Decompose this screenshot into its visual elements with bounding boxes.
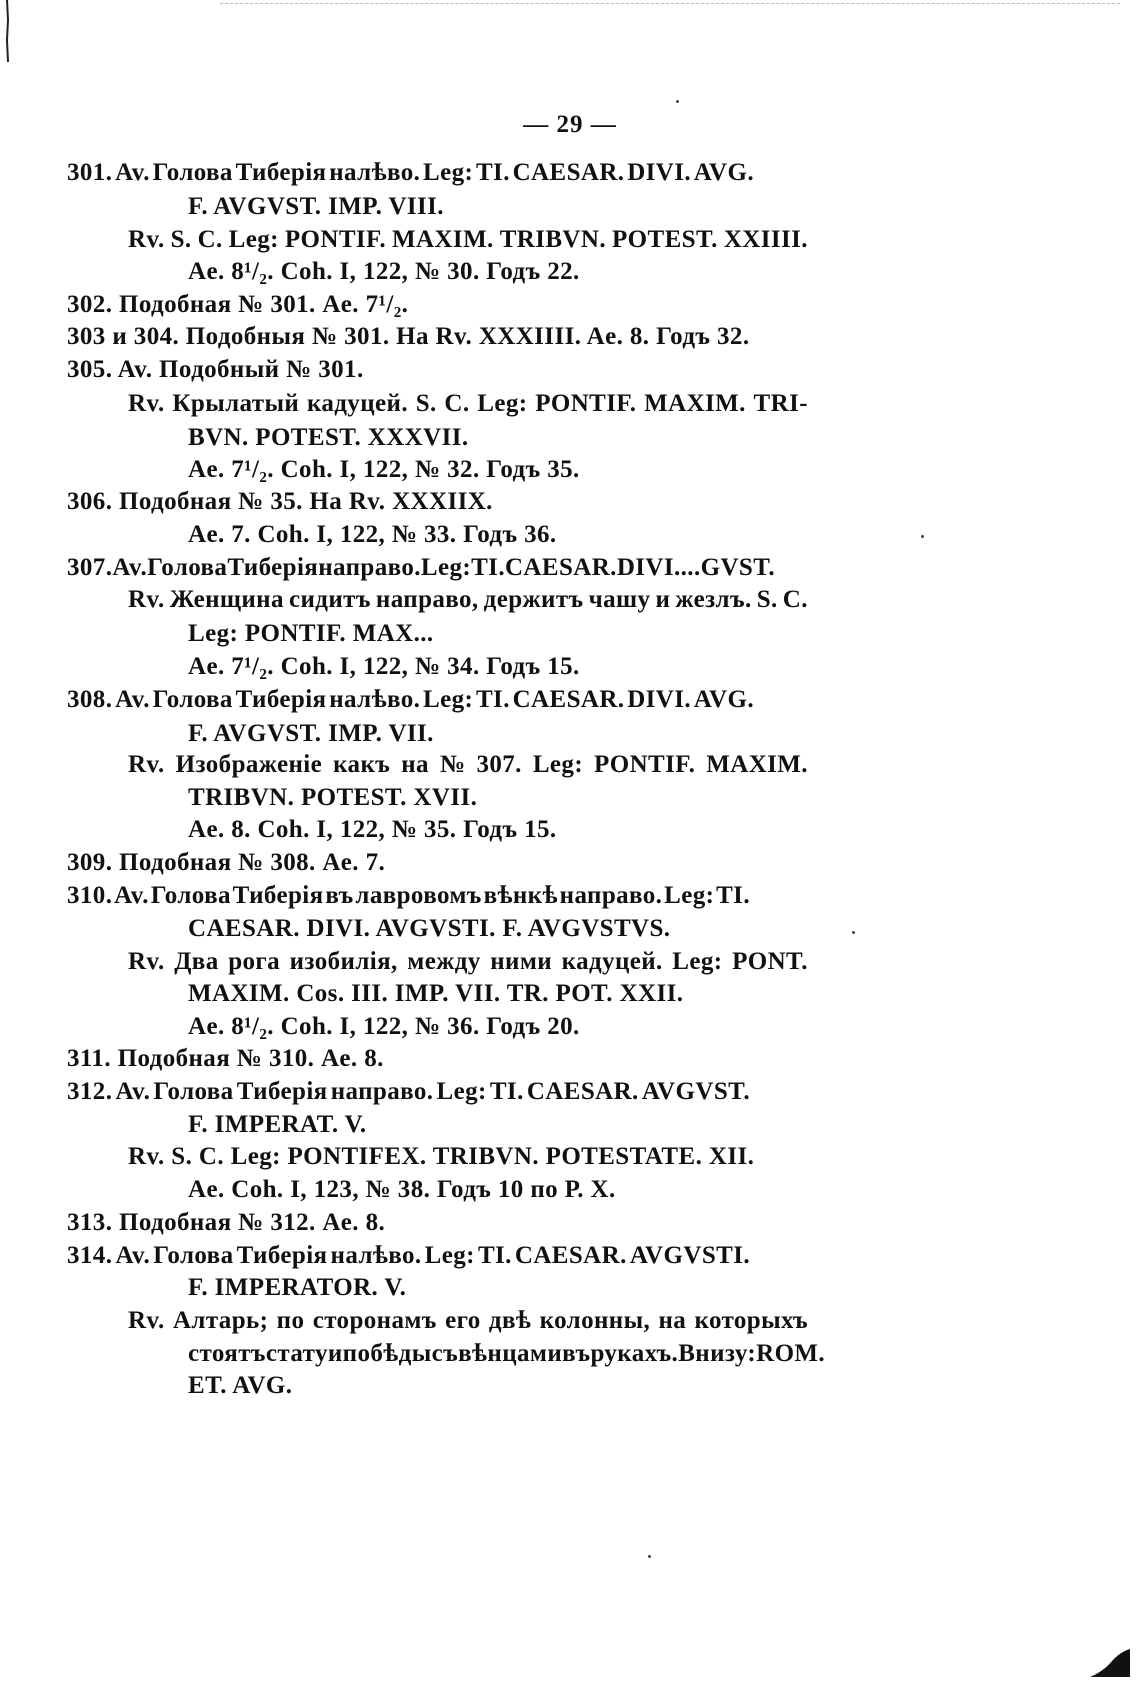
word: жезлъ. bbox=[675, 586, 752, 613]
text-line bbox=[67, 685, 754, 715]
word: Av. bbox=[114, 882, 149, 909]
text-line: Leg: PONTIF. MAX... bbox=[188, 620, 434, 647]
word: AVG. bbox=[693, 686, 754, 713]
text-line: F. IMPERAT. V. bbox=[188, 1111, 367, 1138]
word: 310. bbox=[67, 882, 113, 909]
word: TI. bbox=[477, 1242, 512, 1269]
word: C. bbox=[197, 226, 223, 253]
text-line: 309. Подобная № 308. Ae. 7. bbox=[67, 849, 386, 876]
word: Av. bbox=[115, 1078, 151, 1105]
word: CAESAR. bbox=[512, 159, 625, 186]
text-line: MAXIM. Cos. III. IMP. VII. TR. POT. XXII. bbox=[188, 980, 684, 1007]
word: Rv. bbox=[128, 948, 165, 975]
word: Алтарь; bbox=[172, 1307, 269, 1334]
word: S. bbox=[415, 390, 437, 417]
word: Av. bbox=[115, 686, 150, 713]
word: налѣво. bbox=[330, 1242, 422, 1269]
word: побѣды bbox=[342, 1340, 432, 1367]
word: Leg: bbox=[424, 1242, 475, 1269]
word: кадуцей. bbox=[561, 948, 663, 975]
word: Крылатый bbox=[172, 390, 300, 417]
word: Женщина bbox=[169, 586, 284, 613]
scan-corner-mark bbox=[1090, 1649, 1130, 1677]
word: CAESAR. bbox=[504, 554, 617, 581]
word: TI. bbox=[475, 686, 510, 713]
word: Rv. bbox=[128, 586, 165, 613]
word: вѣнцами bbox=[458, 1340, 563, 1367]
word: Leg: bbox=[423, 159, 474, 186]
word: двѣ bbox=[488, 1307, 532, 1334]
word: Тиберія bbox=[232, 882, 324, 909]
word: на bbox=[401, 751, 429, 778]
word: 307. bbox=[67, 554, 113, 581]
word: DIVI. bbox=[627, 159, 692, 186]
word: лавровомъ bbox=[355, 882, 482, 909]
word: Тиберія bbox=[235, 159, 327, 186]
word: направо. bbox=[330, 1078, 434, 1105]
word: MAXIM. bbox=[392, 226, 494, 253]
word: DIVI....GVST. bbox=[616, 554, 776, 581]
word: S. bbox=[756, 586, 778, 613]
word: TRIBVN. bbox=[499, 226, 606, 253]
text-line: Ae. 8. Coh. I, 122, № 35. Годъ 15. bbox=[188, 816, 557, 843]
text-line: Ae. Coh. I, 123, № 38. Годъ 10 по Р. Х. bbox=[188, 1176, 616, 1203]
word: TRI- bbox=[753, 390, 808, 417]
word: Тиберія bbox=[227, 554, 319, 581]
word: Rv. bbox=[128, 751, 165, 778]
word: Изображеніе bbox=[175, 751, 323, 778]
word: держитъ bbox=[483, 586, 584, 613]
word: Голова bbox=[153, 1078, 234, 1105]
word: TI. bbox=[471, 554, 505, 581]
word: направо, bbox=[375, 586, 479, 613]
word: Leg: bbox=[672, 948, 723, 975]
word: Av. bbox=[112, 554, 148, 581]
word: Av. bbox=[115, 159, 150, 186]
word: ROM. bbox=[756, 1340, 826, 1367]
word: налѣво. bbox=[329, 686, 421, 713]
text-line: 306. Подобная № 35. На Rv. XXXIIX. bbox=[67, 488, 493, 515]
text-line: Ae. 7¹/₂. Coh. I, 122, № 34. Годъ 15. bbox=[188, 653, 580, 680]
text-line: 303 и 304. Подобныя № 301. На Rv. XXXIIII. Ae. 8. Годъ 32. bbox=[67, 323, 750, 350]
word: направо. bbox=[559, 882, 663, 909]
word: Leg: bbox=[436, 1078, 487, 1105]
word: налѣво. bbox=[329, 159, 421, 186]
word: по bbox=[276, 1307, 305, 1334]
word: MAXIM. bbox=[706, 751, 808, 778]
text-line bbox=[188, 1339, 826, 1369]
word: Rv. bbox=[128, 390, 165, 417]
text-line bbox=[67, 158, 754, 188]
word: стоятъ bbox=[188, 1340, 266, 1367]
text-line bbox=[67, 881, 750, 911]
scan-speck bbox=[648, 1555, 651, 1558]
word: 307. bbox=[476, 751, 522, 778]
word: PONTIF. bbox=[594, 751, 696, 778]
word: его bbox=[445, 1307, 481, 1334]
text-line bbox=[128, 947, 808, 977]
text-line: 302. Подобная № 301. Ae. 7¹/₂. bbox=[67, 291, 409, 318]
word: 314. bbox=[67, 1242, 113, 1269]
word: Голова bbox=[150, 882, 231, 909]
text-line: Ae. 7. Coh. I, 122, № 33. Годъ 36. bbox=[188, 521, 557, 548]
word: PONT. bbox=[732, 948, 808, 975]
word: сидитъ bbox=[288, 586, 371, 613]
word: Leg: bbox=[664, 882, 715, 909]
word: съ bbox=[431, 1340, 459, 1367]
text-line bbox=[128, 389, 808, 419]
word: TI. bbox=[716, 882, 750, 909]
scan-speck bbox=[676, 100, 679, 103]
word: Тиберія bbox=[236, 1242, 328, 1269]
word: Голова bbox=[152, 686, 233, 713]
word: и bbox=[655, 586, 671, 613]
word: Leg: bbox=[477, 390, 528, 417]
word: въ bbox=[325, 882, 354, 909]
word: 312. bbox=[67, 1078, 113, 1105]
word: 301. bbox=[67, 159, 113, 186]
word: Leg: bbox=[228, 226, 279, 253]
scan-speck bbox=[921, 535, 924, 538]
text-line: TRIBVN. POTEST. XVII. bbox=[188, 784, 478, 811]
scan-speck bbox=[852, 931, 855, 934]
word: въ bbox=[562, 1340, 591, 1367]
text-line bbox=[128, 750, 808, 780]
word: Rv. bbox=[128, 226, 165, 253]
word: Leg: bbox=[420, 554, 472, 581]
scan-edge-mark bbox=[4, 0, 10, 62]
word: Leg: bbox=[423, 686, 474, 713]
word: рога bbox=[228, 948, 281, 975]
word: TI. bbox=[489, 1078, 524, 1105]
word: чашу bbox=[588, 586, 651, 613]
text-line: F. AVGVST. IMP. VIII. bbox=[188, 193, 444, 220]
word: Тиберія bbox=[235, 686, 327, 713]
word: сторонамъ bbox=[312, 1307, 437, 1334]
text-line bbox=[128, 585, 808, 615]
word: Голова bbox=[147, 554, 228, 581]
word: Rv. bbox=[128, 1307, 165, 1334]
word: между bbox=[407, 948, 481, 975]
text-line: Ae. 7¹/₂. Coh. I, 122, № 32. Годъ 35. bbox=[188, 456, 580, 483]
word: DIVI. bbox=[627, 686, 692, 713]
word: CAESAR. bbox=[512, 686, 625, 713]
text-line bbox=[128, 225, 808, 255]
word: кадуцей. bbox=[306, 390, 408, 417]
text-line: ET. AVG. bbox=[188, 1372, 293, 1399]
text-line: Ae. 8¹/₂. Coh. I, 122, № 36. Годъ 20. bbox=[188, 1013, 580, 1040]
word: Leg: bbox=[532, 751, 584, 778]
word: Внизу: bbox=[678, 1340, 757, 1367]
text-line: 313. Подобная № 312. Ae. 8. bbox=[67, 1209, 386, 1236]
word: AVGVST. bbox=[641, 1078, 750, 1105]
word: Два bbox=[174, 948, 219, 975]
word: CAESAR. bbox=[514, 1242, 627, 1269]
text-line bbox=[67, 553, 776, 583]
word: POTEST. bbox=[611, 226, 718, 253]
text-line: F. IMPERATOR. V. bbox=[188, 1274, 407, 1301]
word: вѣнкѣ bbox=[483, 882, 558, 909]
word: PONTIF. bbox=[535, 390, 637, 417]
word: какъ bbox=[333, 751, 391, 778]
word: MAXIM. bbox=[644, 390, 746, 417]
word: колонны, bbox=[539, 1307, 651, 1334]
word: направо. bbox=[318, 554, 421, 581]
word: которыхъ bbox=[694, 1307, 808, 1334]
word: Тиберія bbox=[236, 1078, 328, 1105]
text-line bbox=[67, 1077, 750, 1107]
word: № bbox=[439, 751, 466, 778]
text-line: F. AVGVST. IMP. VII. bbox=[188, 720, 434, 747]
word: статуи bbox=[265, 1340, 343, 1367]
word: на bbox=[658, 1307, 687, 1334]
word: Голова bbox=[152, 159, 233, 186]
word: TI. bbox=[475, 159, 510, 186]
word: PONTIF. bbox=[284, 226, 387, 253]
word: ними bbox=[490, 948, 553, 975]
page-number: — 29 — bbox=[523, 111, 617, 138]
word: C. bbox=[444, 390, 470, 417]
word: Голова bbox=[153, 1242, 234, 1269]
text-line: Ae. 8¹/₂. Coh. I, 122, № 30. Годъ 22. bbox=[188, 258, 580, 285]
text-line: 305. Av. Подобный № 301. bbox=[67, 356, 364, 383]
text-line bbox=[67, 1241, 750, 1271]
word: C. bbox=[782, 586, 808, 613]
word: 308. bbox=[67, 686, 113, 713]
word: XXIIII. bbox=[723, 226, 808, 253]
word: Av. bbox=[115, 1242, 151, 1269]
word: S. bbox=[170, 226, 192, 253]
text-line: BVN. POTEST. XXXVII. bbox=[188, 424, 469, 451]
word: изобилія, bbox=[289, 948, 398, 975]
word: рукахъ. bbox=[590, 1340, 679, 1367]
scan-top-border bbox=[220, 3, 1120, 4]
text-line bbox=[128, 1306, 808, 1336]
text-line: 311. Подобная № 310. Ae. 8. bbox=[67, 1045, 384, 1072]
text-line: CAESAR. DIVI. AVGVSTI. F. AVGVSTVS. bbox=[188, 915, 671, 942]
word: AVG. bbox=[693, 159, 754, 186]
word: CAESAR. bbox=[526, 1078, 639, 1105]
text-line: Rv. S. C. Leg: PONTIFEX. TRIBVN. POTESTATE. XII. bbox=[128, 1143, 755, 1170]
word: AVGVSTI. bbox=[629, 1242, 750, 1269]
